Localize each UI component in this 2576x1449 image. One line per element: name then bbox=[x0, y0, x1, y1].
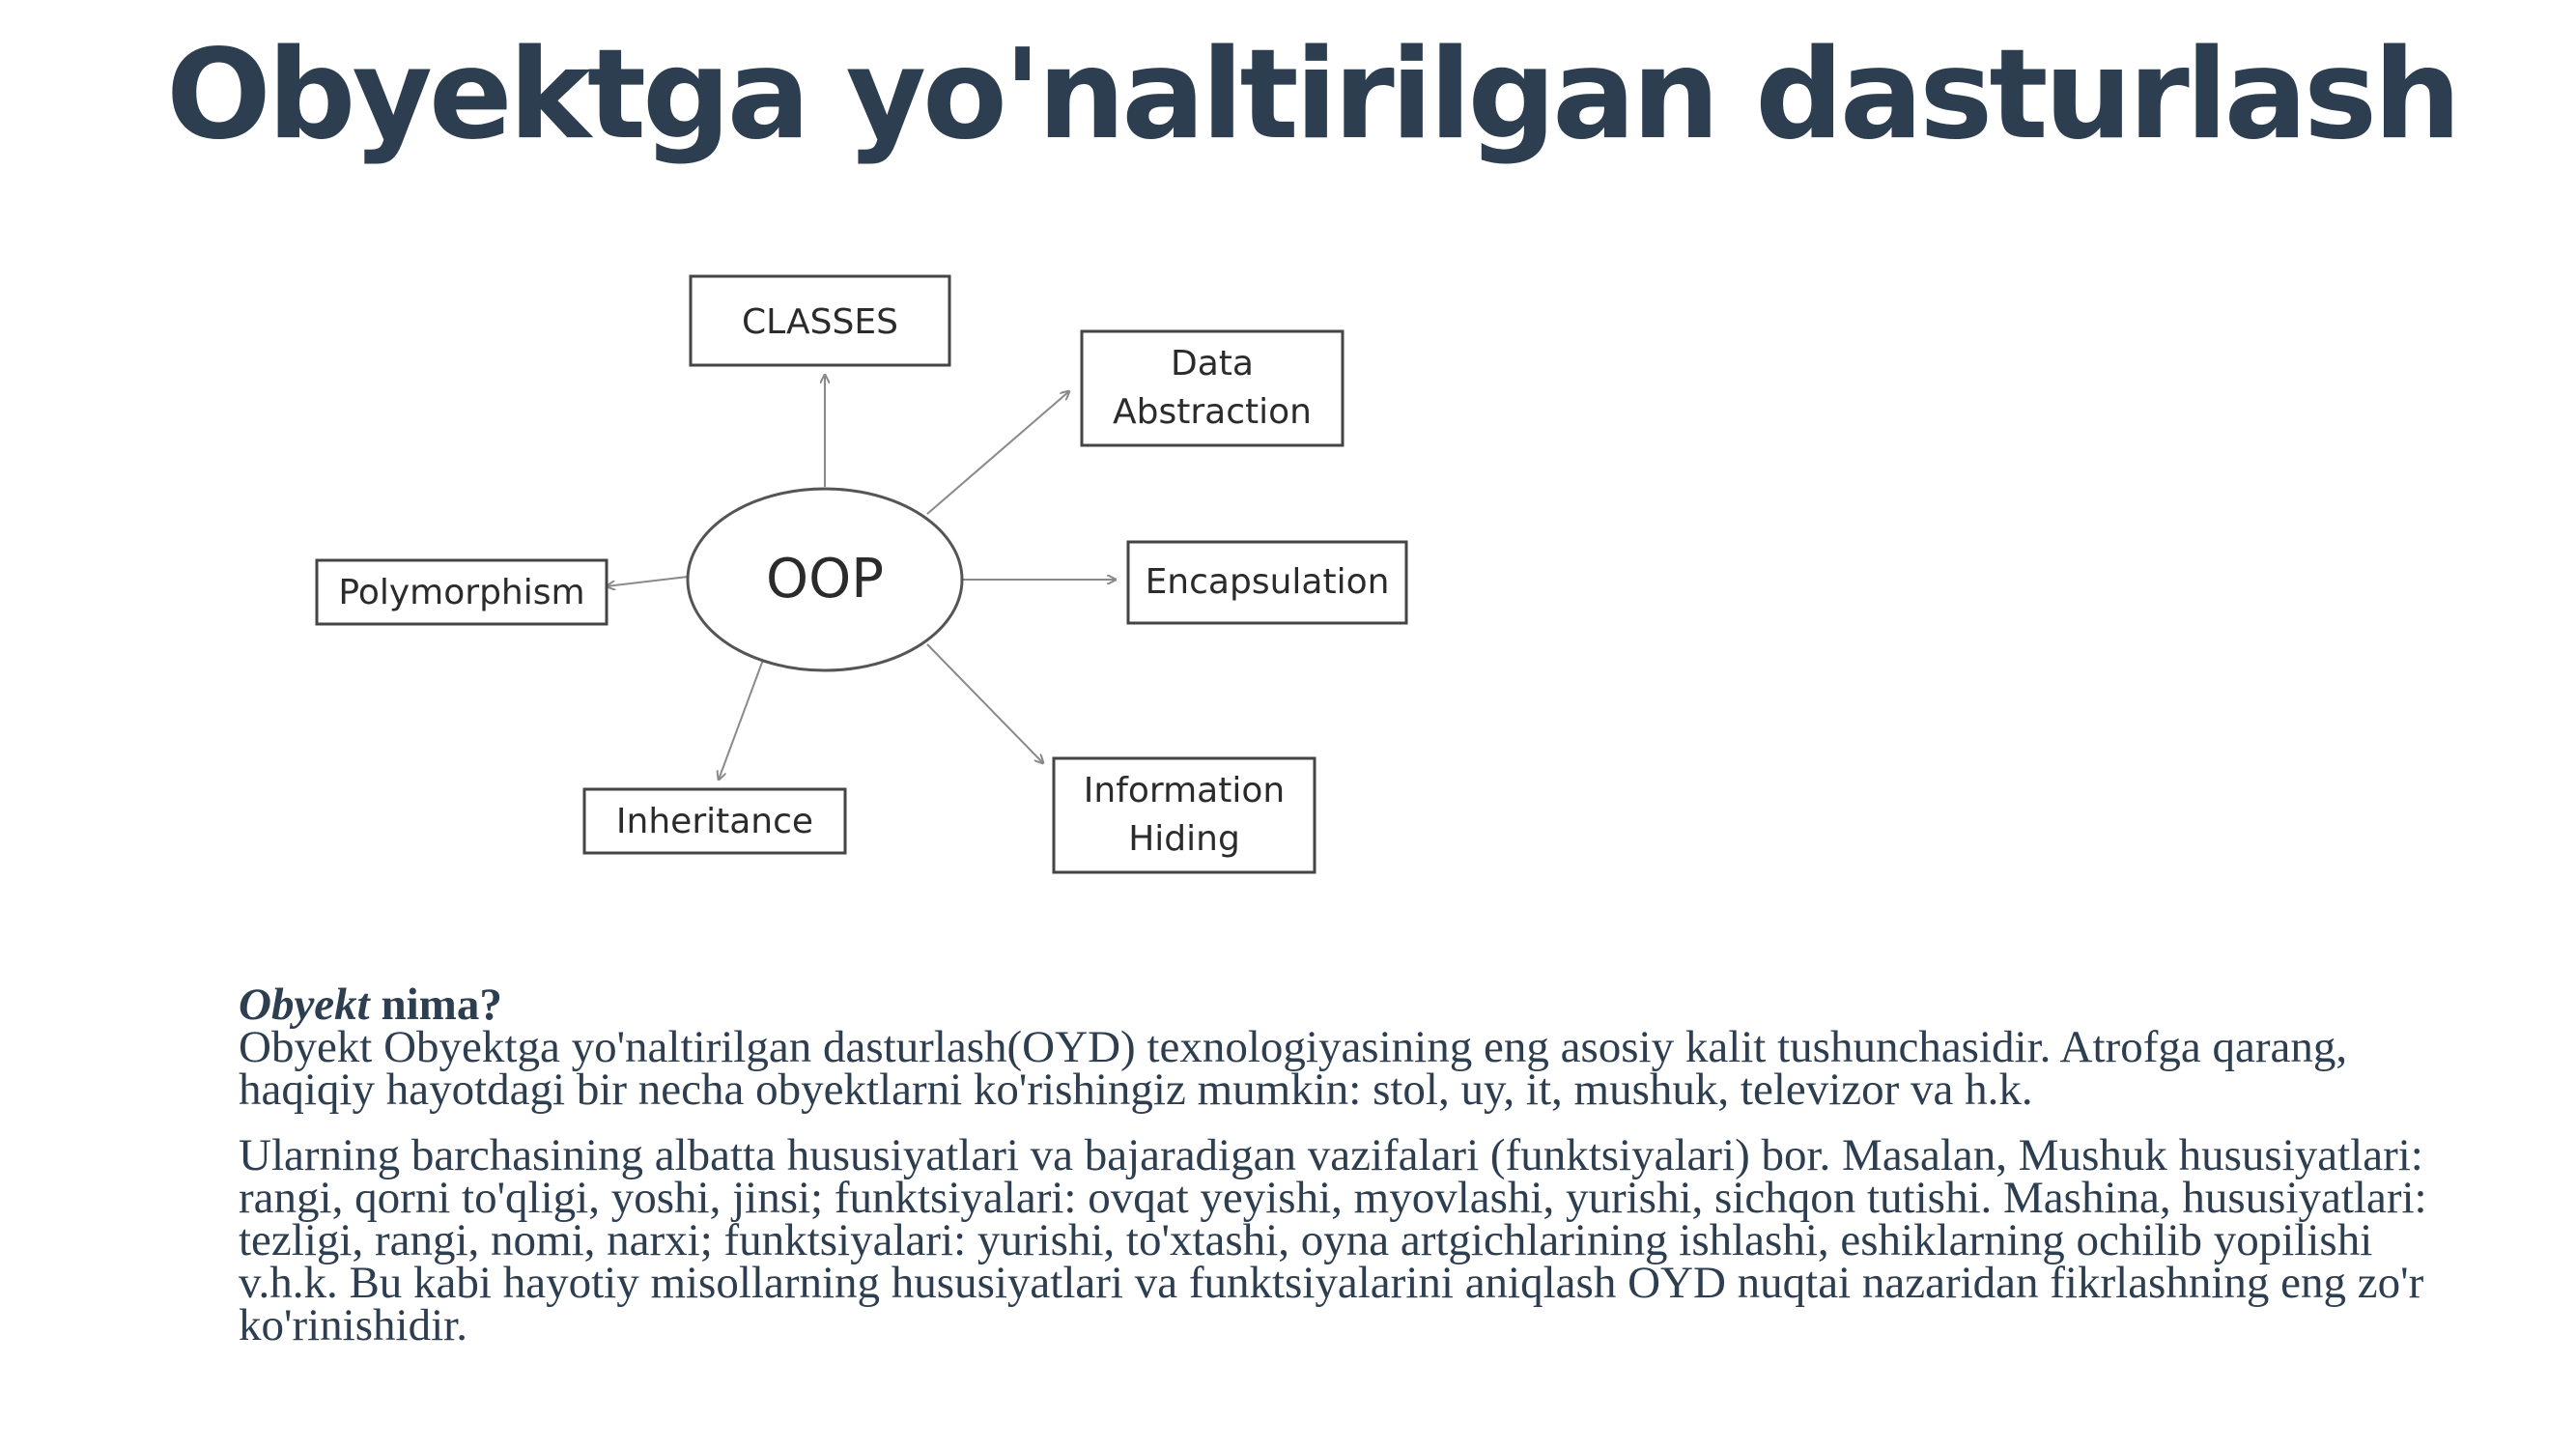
question-heading bbox=[239, 980, 2460, 1030]
paragraph-1: Obyekt Obyektga yo'naltirilgan dasturlash(OYD) texnologiyasining eng asosiy kalit tushunchasidir. Atrofga qarang, haqiqiy hayotdagi bir necha obyektlarni ko'rishingiz mumkin: stol, uy, it, mushuk, televizor va h.k. bbox=[239, 1022, 2348, 1115]
edge-to-information-hiding bbox=[927, 644, 1043, 763]
oop-diagram bbox=[299, 261, 1430, 898]
edge-to-polymorphism bbox=[607, 577, 688, 586]
encapsulation-label: Encapsulation bbox=[1145, 562, 1390, 602]
question-italic: Obyekt bbox=[239, 980, 370, 1030]
information-hiding-label-line1: Information bbox=[1083, 771, 1286, 810]
body-text bbox=[239, 980, 2460, 1350]
question-rest: nima? bbox=[369, 980, 502, 1030]
data-abstraction-label-line1: Data bbox=[1171, 344, 1254, 384]
data-abstraction-label-line2: Abstraction bbox=[1113, 392, 1312, 432]
page-title: Obyektga yo'naltirilgan dasturlash bbox=[166, 23, 2458, 167]
paragraph-2: Ularning barchasining albatta hususiyatlari va bajaradigan vazifalari (funktsiyalari) bor. Masalan, Mushuk hususiyatlari: rangi, qorni to'qligi, yoshi, jinsi; funktsiyalari: ovqat yeyishi, myovlashi, yurishi, sichqon tutishi. Mashina, hususiyatlari: tezligi, rangi, nomi, narxi; funktsiyalari: yurishi, to'xtashi, oyna artgichlarining ishlashi, eshiklarning ochilib yopilishi v.h.k. Bu kabi hayotiy misollarning hususiyatlari va funktsiyalarini aniqlash OYD nuqtai nazaridan fikrlashning eng zo'r ko'rinishidir. bbox=[239, 1130, 2427, 1350]
oop-label: OOP bbox=[766, 548, 884, 611]
classes-label: CLASSES bbox=[742, 302, 898, 342]
edge-to-data-abstraction bbox=[927, 391, 1069, 514]
polymorphism-label: Polymorphism bbox=[338, 573, 585, 612]
inheritance-label: Inheritance bbox=[615, 802, 814, 841]
information-hiding-label-line2: Hiding bbox=[1128, 819, 1240, 859]
edge-to-inheritance bbox=[719, 660, 763, 780]
